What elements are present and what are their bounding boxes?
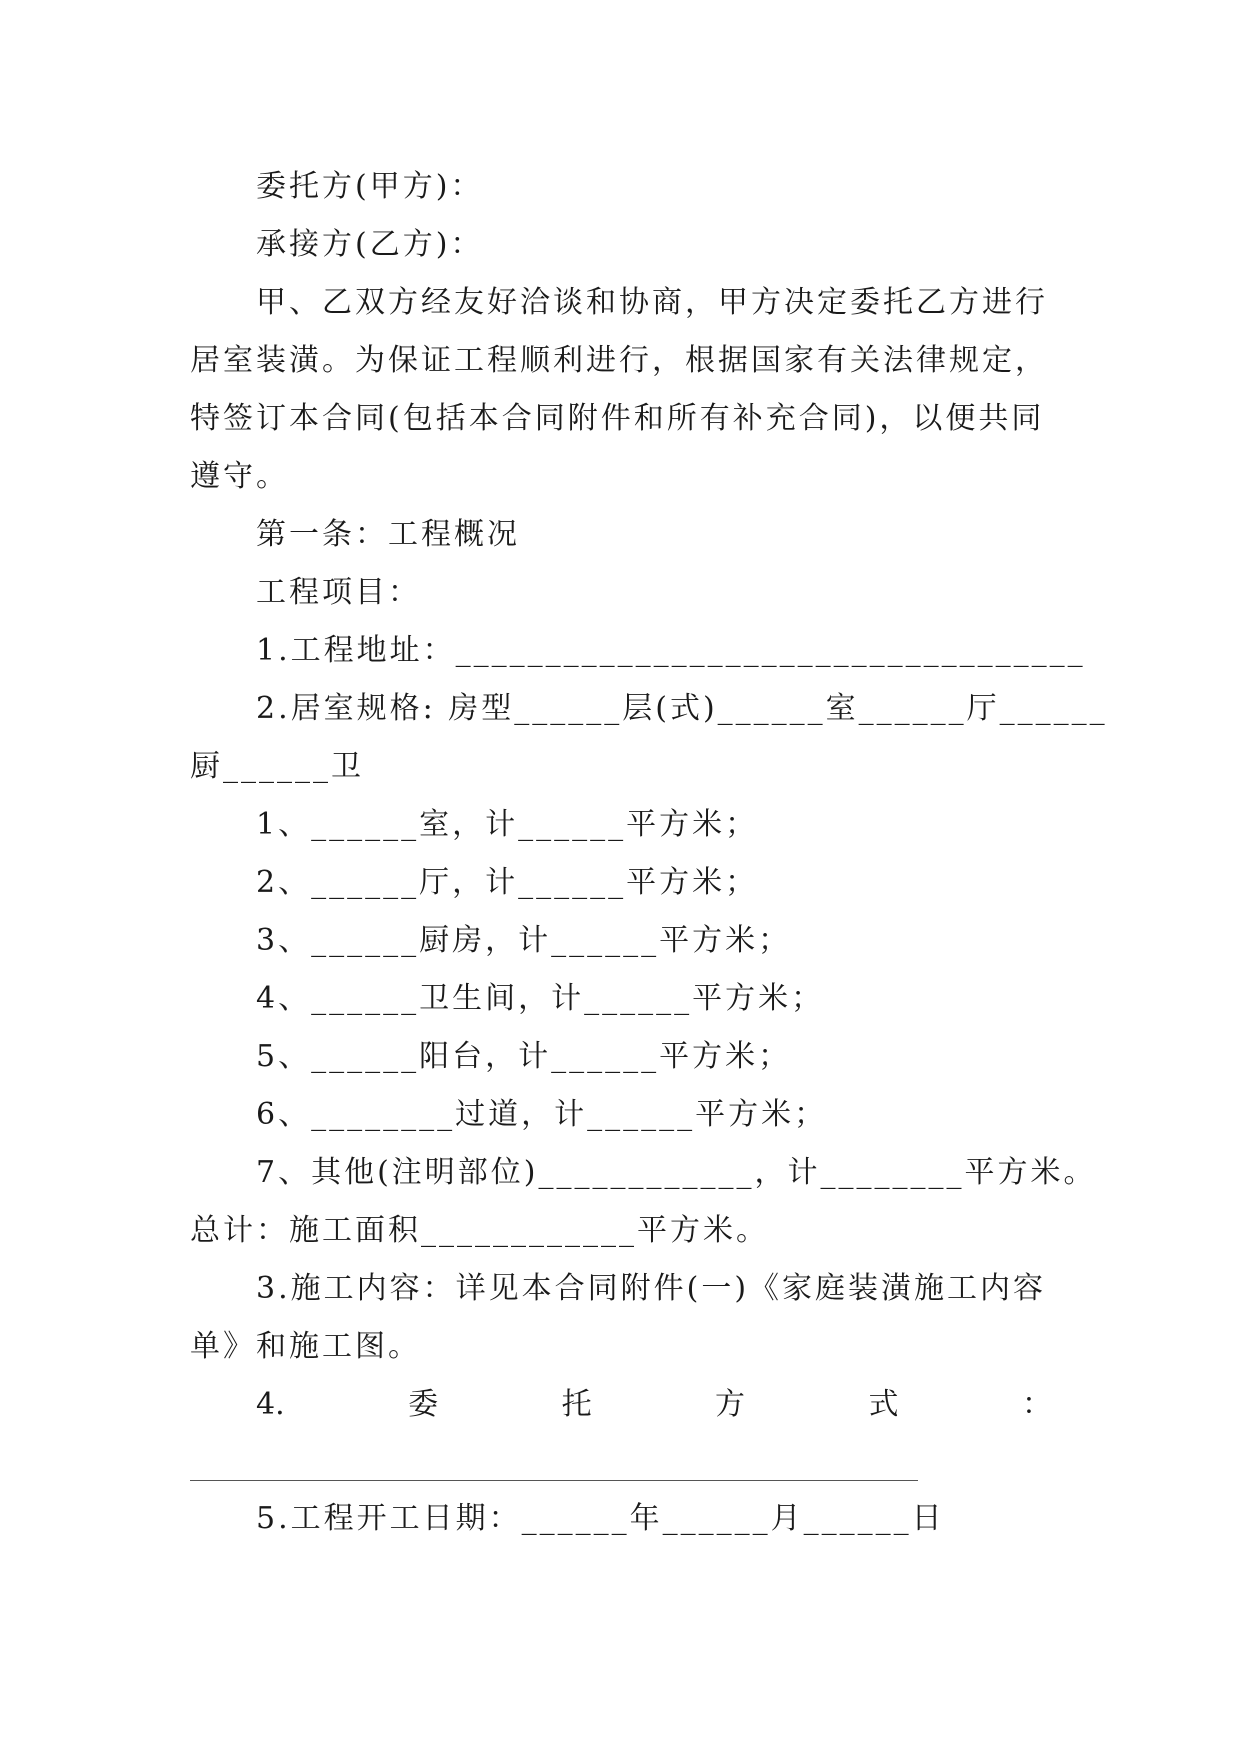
preamble-line-4: 遵守。 bbox=[190, 459, 289, 494]
total-area-line: 总计：施工面积____________平方米。 bbox=[190, 1213, 769, 1248]
entrust-part: 委 bbox=[408, 1387, 439, 1422]
area-item-corridor: 6、________过道，计______平方米； bbox=[256, 1097, 828, 1132]
area-item-room: 1、______室，计______平方米； bbox=[256, 807, 759, 842]
preamble-line-1: 甲、乙双方经友好洽谈和协商，甲方决定委托乙方进行 bbox=[256, 285, 1048, 320]
area-item-hall: 2、______厅，计______平方米； bbox=[256, 865, 759, 900]
area-item-balcony: 5、______阳台，计______平方米； bbox=[256, 1039, 792, 1074]
party-b-line: 承接方(乙方)： bbox=[256, 227, 484, 262]
project-items-label: 工程项目： bbox=[256, 575, 421, 610]
preamble-line-2: 居室装潢。为保证工程顺利进行，根据国家有关法律规定， bbox=[190, 343, 1048, 378]
entrust-part: 托 bbox=[561, 1387, 592, 1422]
project-address-line: 1.工程地址：___________________________________ bbox=[256, 633, 1086, 668]
party-a-line: 委托方(甲方)： bbox=[256, 169, 484, 204]
start-date-line: 5.工程开工日期：______年______月______日 bbox=[256, 1501, 945, 1536]
entrust-method-line bbox=[256, 1376, 1052, 1434]
area-item-bathroom: 4、______卫生间，计______平方米； bbox=[256, 981, 825, 1016]
entrust-method-blank-line bbox=[190, 1480, 918, 1481]
room-spec-line-2: 厨______卫 bbox=[190, 749, 364, 784]
entrust-part: ： bbox=[1021, 1387, 1052, 1422]
entrust-part: 4. bbox=[256, 1387, 285, 1422]
preamble-line-3: 特签订本合同(包括本合同附件和所有补充合同)，以便共同 bbox=[190, 401, 1045, 436]
entrust-part: 方 bbox=[715, 1387, 746, 1422]
article-one-heading: 第一条：工程概况 bbox=[256, 517, 520, 552]
construction-content-line-1: 3.施工内容：详见本合同附件(一)《家庭装潢施工内容 bbox=[256, 1271, 1047, 1306]
area-item-kitchen: 3、______厨房，计______平方米； bbox=[256, 923, 792, 958]
construction-content-line-2: 单》和施工图。 bbox=[190, 1329, 421, 1364]
area-item-other: 7、其他(注明部位)____________，计________平方米。 bbox=[256, 1155, 1097, 1190]
entrust-part: 式 bbox=[868, 1387, 899, 1422]
room-spec-line-1: 2.居室规格: 房型______层(式)______室______厅______ bbox=[256, 691, 1108, 726]
